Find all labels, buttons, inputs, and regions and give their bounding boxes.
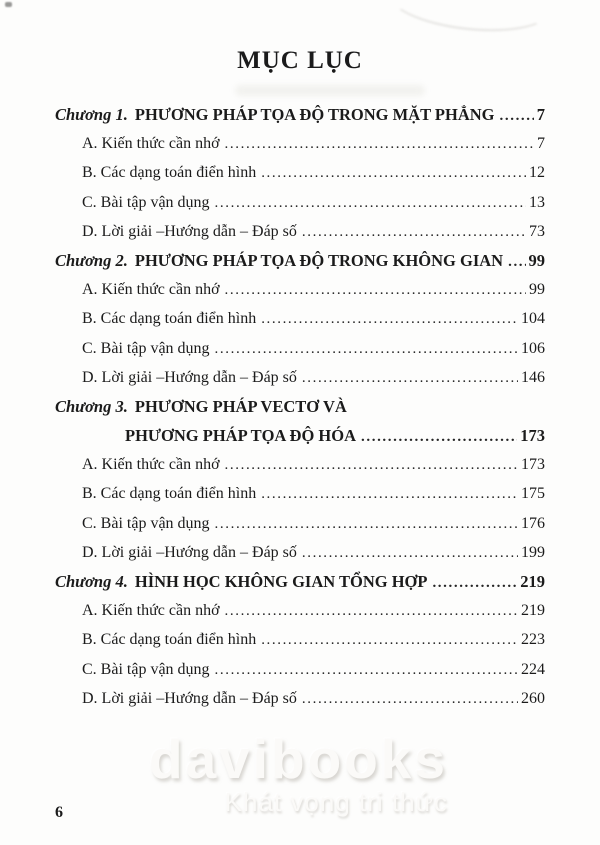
item-page-number: 176	[521, 514, 545, 532]
chapter-page-number: 7	[536, 105, 545, 124]
dot-leader	[261, 304, 518, 334]
toc-item-row	[55, 188, 545, 217]
page-title: MỤC LỤC	[237, 47, 363, 74]
dot-leader	[302, 538, 518, 568]
chapter-title: HÌNH HỌC KHÔNG GIAN TỔNG HỢP	[134, 572, 428, 591]
item-label: C. Bài tập vận dụng	[82, 339, 210, 357]
item-page-number: 219	[521, 602, 545, 620]
chapter-page-number: 219	[520, 572, 545, 591]
item-page-number: 12	[529, 164, 545, 182]
item-label: C. Bài tập vận dụng	[82, 193, 210, 211]
toc-chapter-row	[55, 100, 545, 129]
watermark	[148, 728, 448, 817]
scan-bleedthrough-artifact	[235, 85, 425, 96]
toc-item-row	[55, 275, 545, 304]
item-label: B. Các dạng toán điển hình	[82, 485, 257, 503]
item-label: A. Kiến thức cần nhớ	[82, 456, 220, 474]
chapter-label: Chương 3.	[55, 396, 128, 416]
dot-leader	[215, 334, 518, 364]
toc-chapter-row	[55, 567, 545, 596]
chapter-page-number: 99	[528, 250, 545, 270]
dot-leader	[361, 421, 517, 452]
item-page-number: 224	[521, 660, 545, 678]
item-page-number: 260	[521, 689, 545, 707]
item-page-number: 199	[521, 543, 545, 561]
dot-leader	[215, 509, 518, 539]
item-page-number: 104	[521, 310, 545, 328]
item-page-number: 223	[521, 631, 545, 649]
dot-leader	[302, 684, 518, 714]
toc-item-row	[55, 304, 545, 333]
toc-chapter-row	[55, 246, 545, 275]
toc-item-row	[55, 158, 545, 187]
item-page-number: 173	[521, 456, 545, 474]
dot-leader	[432, 567, 517, 598]
item-page-number: 99	[529, 281, 545, 299]
chapter-title: PHƯƠNG PHÁP TỌA ĐỘ TRONG MẶT PHẲNG	[134, 105, 495, 124]
toc-item-row	[55, 450, 545, 479]
item-page-number: 7	[537, 135, 545, 153]
chapter-title-line2: PHƯƠNG PHÁP TỌA ĐỘ HÓA	[125, 426, 357, 446]
toc-item-row	[55, 479, 545, 508]
item-page-number: 146	[521, 368, 545, 386]
scan-speck-artifact	[5, 2, 12, 7]
dot-leader	[261, 158, 526, 188]
dot-leader	[225, 450, 518, 480]
dot-leader	[508, 246, 525, 277]
item-page-number: 106	[521, 339, 545, 357]
dot-leader	[215, 188, 526, 218]
dot-leader	[302, 363, 518, 393]
toc-item-row	[55, 217, 545, 246]
dot-leader	[261, 625, 518, 655]
dot-leader	[302, 217, 526, 247]
item-label: D. Lời giải –Hướng dẫn – Đáp số	[82, 689, 297, 707]
item-label: D. Lời giải –Hướng dẫn – Đáp số	[82, 368, 297, 386]
toc-chapter-row	[55, 392, 545, 421]
dot-leader	[225, 275, 526, 305]
toc-item-row	[55, 596, 545, 625]
item-label: C. Bài tập vận dụng	[82, 514, 210, 532]
item-label: B. Các dạng toán điển hình	[82, 164, 257, 182]
item-label: B. Các dạng toán điển hình	[82, 310, 257, 328]
item-page-number: 73	[529, 222, 545, 240]
table-of-contents	[55, 100, 545, 713]
toc-item-row	[55, 684, 545, 713]
item-page-number: 13	[529, 193, 545, 211]
toc-item-row	[55, 334, 545, 363]
folio-page-number: 6	[55, 804, 63, 821]
dot-leader	[225, 596, 518, 626]
item-page-number: 175	[521, 485, 545, 503]
item-label: C. Bài tập vận dụng	[82, 660, 210, 678]
toc-item-row	[55, 509, 545, 538]
item-label: A. Kiến thức cần nhớ	[82, 602, 220, 620]
chapter-page-number: 173	[520, 426, 545, 446]
watermark-brand: davibooks	[148, 728, 448, 790]
toc-item-row	[55, 363, 545, 392]
item-label: D. Lời giải –Hướng dẫn – Đáp số	[82, 222, 297, 240]
toc-item-row	[55, 538, 545, 567]
watermark-slogan: Khát vọng tri thức	[224, 787, 448, 817]
dot-leader	[500, 100, 534, 131]
item-label: A. Kiến thức cần nhớ	[82, 135, 220, 153]
toc-item-row	[55, 129, 545, 158]
chapter-title: PHƯƠNG PHÁP TỌA ĐỘ TRONG KHÔNG GIAN	[134, 250, 504, 270]
toc-item-row	[55, 655, 545, 684]
item-label: D. Lời giải –Hướng dẫn – Đáp số	[82, 543, 297, 561]
item-label: A. Kiến thức cần nhớ	[82, 281, 220, 299]
toc-chapter-row-continued	[55, 421, 545, 450]
chapter-label: Chương 1.	[55, 105, 128, 124]
chapter-title: PHƯƠNG PHÁP VECTƠ VÀ	[134, 396, 347, 416]
chapter-label: Chương 4.	[55, 572, 128, 591]
dot-leader	[261, 479, 518, 509]
dot-leader	[225, 129, 534, 159]
dot-leader	[215, 655, 518, 685]
toc-item-row	[55, 625, 545, 654]
chapter-label: Chương 2.	[55, 250, 128, 270]
item-label: B. Các dạng toán điển hình	[82, 631, 257, 649]
